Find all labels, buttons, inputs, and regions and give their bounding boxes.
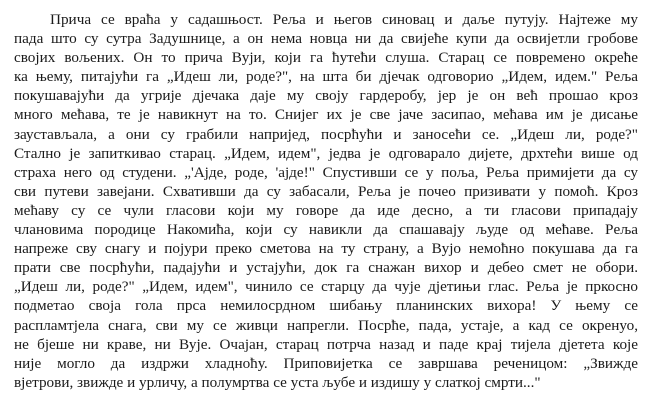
text-line: напреже сву снагу и појури преко сметова на ту страну, а Вујо немоћно покушава да га [14,240,638,258]
text-line: Прича се враћа у садашњост. Рeља и његов синовац и даље путују. Најтеже му [50,11,638,28]
text-line: заустављала, а они су грабили напријед, посрћући и заносећи се. „Идеш ли, роде?" [14,125,638,143]
text-line: покушавајући да угрије дјечака даје му своју гардеробу, јер је он већ прошао кроз [14,87,638,105]
text-line: сви путеви завејани. Схвативши да су забасали, Рeља је почео призивати у помоћ. Кроз [14,182,638,200]
text-line: пада што су сутра Задушнице, а он нема новца ни да свијеће купи да освијетли гробове [14,30,638,48]
text-line: распламтјела снага, сви му се живци напрегли. Посрће, пада, устаје, а кад се окренуо, [14,316,638,334]
text-line: својих вољених. Он то прича Вуји, који га ћутећи слуша. Старац се повремено окреће [14,49,638,67]
text-line: страха него од студени. „'Ајде, роде, 'ајде!" Спустивши се у поља, Рeља примијети да су [14,163,638,181]
text-line: прати све посрћући, падајући и устајући, док га снажан вихор и дебео смет не обори. [14,259,638,277]
text-line: није могло да издржи хладноћу. Приповијетка се завршава реченицом: „Звижде [14,354,638,372]
text-line: Стално је запиткивао старац. „Идем, идем", једва је одговарало дијете, дрхтећи више од [14,144,638,162]
text-line: вјетрови, звижде и урличу, а полумртва се уста љубе и издишу у слаткој смрти..." [14,373,541,391]
text-line: не бјеше ни краве, ни Вује. Очајан, старац потрча назад и паде крај тијела дјетета које [14,335,638,353]
text-line: ка њему, питајући га „Идеш ли, роде?", на шта би дјечак одговорио „Идем, идем." Рeља [14,68,638,86]
text-line: „Идеш ли, роде?" „Идем, идем", чинило се старцу да чује дјетињи глас. Рeља је пркосно [14,278,638,296]
text-line: мећаву су се чули гласови који му говоре да иде десно, а ти гласови припадају [14,201,638,219]
text-line: члановима породице Накомића, који су навикли да спашавају људе од мећаве. Рeља [14,221,638,239]
text-line: много мећава, те је навикнут на то. Снијег их је све јаче засипао, мећава им је дисање [14,106,638,124]
document-body [14,10,638,392]
text-line: подметао своја гола прса немилосрдном шибању планинских вихора! У њему се [14,297,638,315]
